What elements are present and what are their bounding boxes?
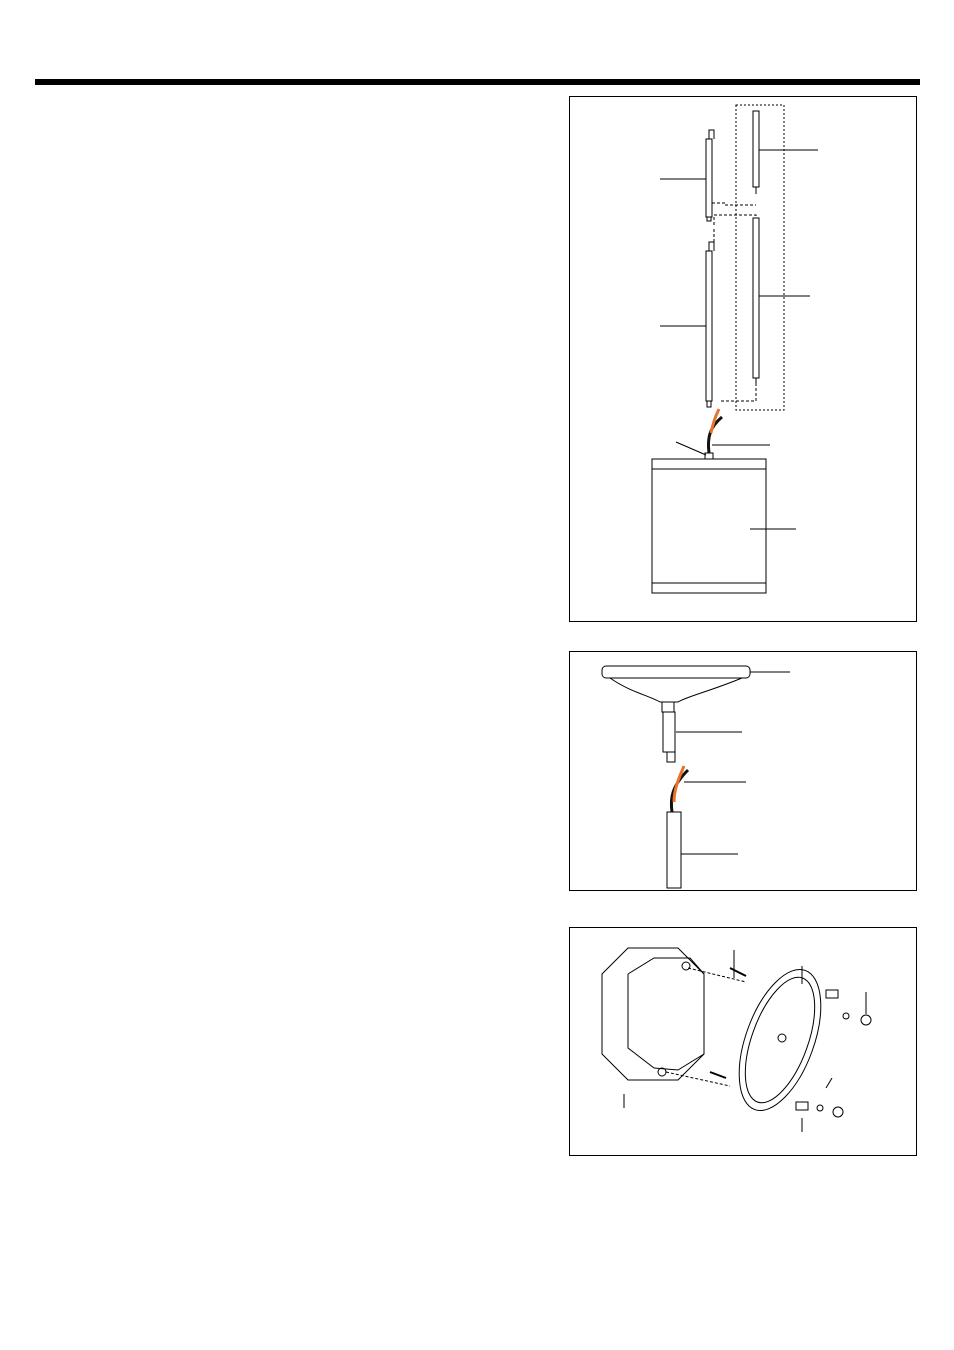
figure-3-panel xyxy=(569,927,917,1156)
mounting-screw-top xyxy=(730,968,746,976)
stem-pipe xyxy=(667,812,681,888)
box-screw-hole-bottom xyxy=(658,1068,666,1076)
canopy xyxy=(602,666,750,678)
canopy-wiring-diagram xyxy=(570,652,916,889)
box-screw-hole-top xyxy=(682,962,690,970)
nut-bottom xyxy=(833,1107,843,1117)
optional-rod-group-outline xyxy=(736,105,784,410)
pendant-assembly-diagram xyxy=(570,97,916,620)
ground-screw-bottom xyxy=(796,1102,808,1110)
ground-screw-top xyxy=(826,990,838,998)
canopy-stem xyxy=(663,712,675,752)
cylinder-shade xyxy=(652,459,766,593)
long-rod-left xyxy=(706,251,712,401)
short-rod-right xyxy=(753,111,759,187)
nut-top xyxy=(861,1015,871,1025)
figure-1-panel xyxy=(569,96,917,622)
junction-box-mounting-diagram xyxy=(570,928,916,1154)
crossbar-plate xyxy=(723,959,838,1121)
mounting-screw-bottom xyxy=(710,1072,726,1078)
figure-2-panel xyxy=(569,651,917,891)
washer-top xyxy=(843,1013,849,1019)
short-rod-left xyxy=(706,139,712,217)
leader-nut xyxy=(676,442,706,455)
leader-washer xyxy=(826,1078,832,1088)
long-rod-right xyxy=(753,218,759,378)
washer-bottom xyxy=(817,1105,823,1111)
header-rule xyxy=(35,79,920,85)
